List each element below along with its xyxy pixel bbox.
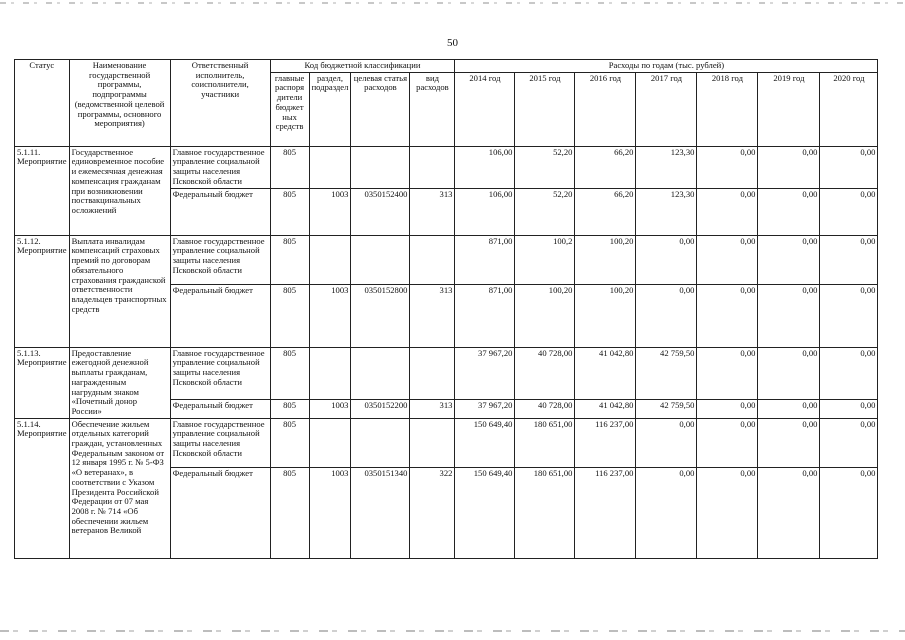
value-cell: 37 967,20	[455, 399, 515, 418]
value-cell: 100,20	[515, 284, 575, 347]
value-cell: 0,00	[758, 467, 820, 558]
value-cell: 123,30	[636, 146, 697, 188]
expense-type-cell	[410, 347, 455, 399]
value-cell: 0,00	[820, 347, 878, 399]
value-cell: 0,00	[820, 284, 878, 347]
value-cell: 0,00	[636, 284, 697, 347]
value-cell: 150 649,40	[455, 418, 515, 467]
value-cell: 871,00	[455, 235, 515, 284]
expense-type-cell	[410, 418, 455, 467]
value-cell: 0,00	[697, 188, 758, 235]
header-year: 2019 год	[758, 72, 820, 146]
header-status: Статус	[15, 60, 70, 147]
grbs-cell: 805	[270, 235, 309, 284]
expense-type-cell	[410, 146, 455, 188]
header-expense-type: вид расходов	[410, 72, 455, 146]
header-year: 2015 год	[515, 72, 575, 146]
value-cell: 180 651,00	[515, 467, 575, 558]
value-cell: 0,00	[758, 418, 820, 467]
grbs-cell: 805	[270, 284, 309, 347]
budget-table	[14, 59, 878, 559]
header-year: 2018 год	[697, 72, 758, 146]
value-cell: 0,00	[697, 235, 758, 284]
value-cell: 0,00	[697, 399, 758, 418]
scan-artifact-bottom	[0, 630, 905, 632]
responsible-cell: Главное государственное управление социальной защиты населения Псковской области	[170, 146, 270, 188]
responsible-cell: Главное государственное управление социальной защиты населения Псковской области	[170, 347, 270, 399]
header-year: 2017 год	[636, 72, 697, 146]
header-name: Наименование государственной программы, подпрограммы (ведомственной целевой программы, основного мероприятия)	[69, 60, 170, 147]
name-cell: Государственное единовременное пособие и ежемесячная денежная компенсация гражданам при возникновении поствакцинальных осложнений	[69, 146, 170, 235]
value-cell: 116 237,00	[575, 467, 636, 558]
value-cell: 0,00	[820, 418, 878, 467]
target-article-cell: 0350152200	[351, 399, 410, 418]
value-cell: 116 237,00	[575, 418, 636, 467]
expense-type-cell: 313	[410, 399, 455, 418]
value-cell: 40 728,00	[515, 399, 575, 418]
header-year: 2016 год	[575, 72, 636, 146]
header-budget-code: Код бюджетной классификации	[270, 60, 455, 73]
value-cell: 100,20	[575, 235, 636, 284]
value-cell: 100,2	[515, 235, 575, 284]
value-cell: 0,00	[820, 467, 878, 558]
section-cell: 1003	[309, 467, 351, 558]
value-cell: 0,00	[697, 284, 758, 347]
value-cell: 37 967,20	[455, 347, 515, 399]
target-article-cell: 0350151340	[351, 467, 410, 558]
header-year: 2020 год	[820, 72, 878, 146]
responsible-cell: Федеральный бюджет	[170, 467, 270, 558]
value-cell: 0,00	[758, 235, 820, 284]
value-cell: 0,00	[820, 399, 878, 418]
target-article-cell: 0350152400	[351, 188, 410, 235]
value-cell: 0,00	[636, 418, 697, 467]
table-row	[15, 146, 878, 188]
value-cell: 100,20	[575, 284, 636, 347]
name-cell: Предоставление ежегодной денежной выплаты гражданам, награжденным нагрудным знаком «Почетный донор России»	[69, 347, 170, 418]
section-cell: 1003	[309, 188, 351, 235]
value-cell: 0,00	[636, 235, 697, 284]
value-cell: 42 759,50	[636, 347, 697, 399]
responsible-cell: Федеральный бюджет	[170, 284, 270, 347]
value-cell: 0,00	[697, 467, 758, 558]
target-article-cell	[351, 347, 410, 399]
value-cell: 871,00	[455, 284, 515, 347]
status-cell: 5.1.14. Мероприятие	[15, 418, 70, 558]
value-cell: 41 042,80	[575, 399, 636, 418]
scan-artifact-top	[0, 2, 905, 4]
value-cell: 0,00	[820, 146, 878, 188]
status-cell: 5.1.12. Мероприятие	[15, 235, 70, 347]
expense-type-cell: 313	[410, 284, 455, 347]
table-row	[15, 347, 878, 399]
table-row	[15, 235, 878, 284]
expense-type-cell	[410, 235, 455, 284]
expense-type-cell: 322	[410, 467, 455, 558]
value-cell: 0,00	[697, 347, 758, 399]
value-cell: 106,00	[455, 188, 515, 235]
name-cell: Выплата инвалидам компенсаций страховых премий по договорам обязательного страхования гражданской ответственности владельцев транспортных средств	[69, 235, 170, 347]
value-cell: 41 042,80	[575, 347, 636, 399]
value-cell: 0,00	[697, 418, 758, 467]
value-cell: 42 759,50	[636, 399, 697, 418]
section-cell: 1003	[309, 284, 351, 347]
value-cell: 40 728,00	[515, 347, 575, 399]
target-article-cell: 0350152800	[351, 284, 410, 347]
target-article-cell	[351, 146, 410, 188]
value-cell: 66,20	[575, 188, 636, 235]
grbs-cell: 805	[270, 418, 309, 467]
header-year: 2014 год	[455, 72, 515, 146]
value-cell: 0,00	[820, 188, 878, 235]
section-cell	[309, 235, 351, 284]
target-article-cell	[351, 418, 410, 467]
header-expenses: Расходы по годам (тыс. рублей)	[455, 60, 878, 73]
name-cell: Обеспечение жильем отдельных категорий граждан, установленных Федеральным законом от 12 января 1995 г. № 5-ФЗ «О ветеранах», в соответствии с Указом Президента Российской Федерации от 07 мая 2008 г. № 714 «Об обеспечении жильем ветеранов Великой	[69, 418, 170, 558]
table-row	[15, 418, 878, 467]
status-cell: 5.1.13. Мероприятие	[15, 347, 70, 418]
grbs-cell: 805	[270, 188, 309, 235]
value-cell: 106,00	[455, 146, 515, 188]
status-cell: 5.1.11. Мероприятие	[15, 146, 70, 235]
value-cell: 180 651,00	[515, 418, 575, 467]
responsible-cell: Федеральный бюджет	[170, 188, 270, 235]
value-cell: 0,00	[758, 399, 820, 418]
target-article-cell	[351, 235, 410, 284]
value-cell: 0,00	[758, 146, 820, 188]
value-cell: 0,00	[697, 146, 758, 188]
header-target-article: целевая статья расходов	[351, 72, 410, 146]
header-grbs: главные распоря дители бюджет ных средств	[270, 72, 309, 146]
responsible-cell: Федеральный бюджет	[170, 399, 270, 418]
responsible-cell: Главное государственное управление социальной защиты населения Псковской области	[170, 418, 270, 467]
section-cell: 1003	[309, 399, 351, 418]
value-cell: 150 649,40	[455, 467, 515, 558]
section-cell	[309, 146, 351, 188]
value-cell: 123,30	[636, 188, 697, 235]
value-cell: 0,00	[636, 467, 697, 558]
header-section: раздел, подраздел	[309, 72, 351, 146]
section-cell	[309, 347, 351, 399]
value-cell: 0,00	[820, 235, 878, 284]
header-responsible: Ответственный исполнитель, соисполнители, участники	[170, 60, 270, 147]
value-cell: 66,20	[575, 146, 636, 188]
responsible-cell: Главное государственное управление социальной защиты населения Псковской области	[170, 235, 270, 284]
grbs-cell: 805	[270, 467, 309, 558]
value-cell: 52,20	[515, 188, 575, 235]
expense-type-cell: 313	[410, 188, 455, 235]
page-number: 50	[447, 37, 458, 49]
grbs-cell: 805	[270, 399, 309, 418]
value-cell: 0,00	[758, 188, 820, 235]
grbs-cell: 805	[270, 347, 309, 399]
section-cell	[309, 418, 351, 467]
grbs-cell: 805	[270, 146, 309, 188]
value-cell: 0,00	[758, 284, 820, 347]
value-cell: 0,00	[758, 347, 820, 399]
value-cell: 52,20	[515, 146, 575, 188]
